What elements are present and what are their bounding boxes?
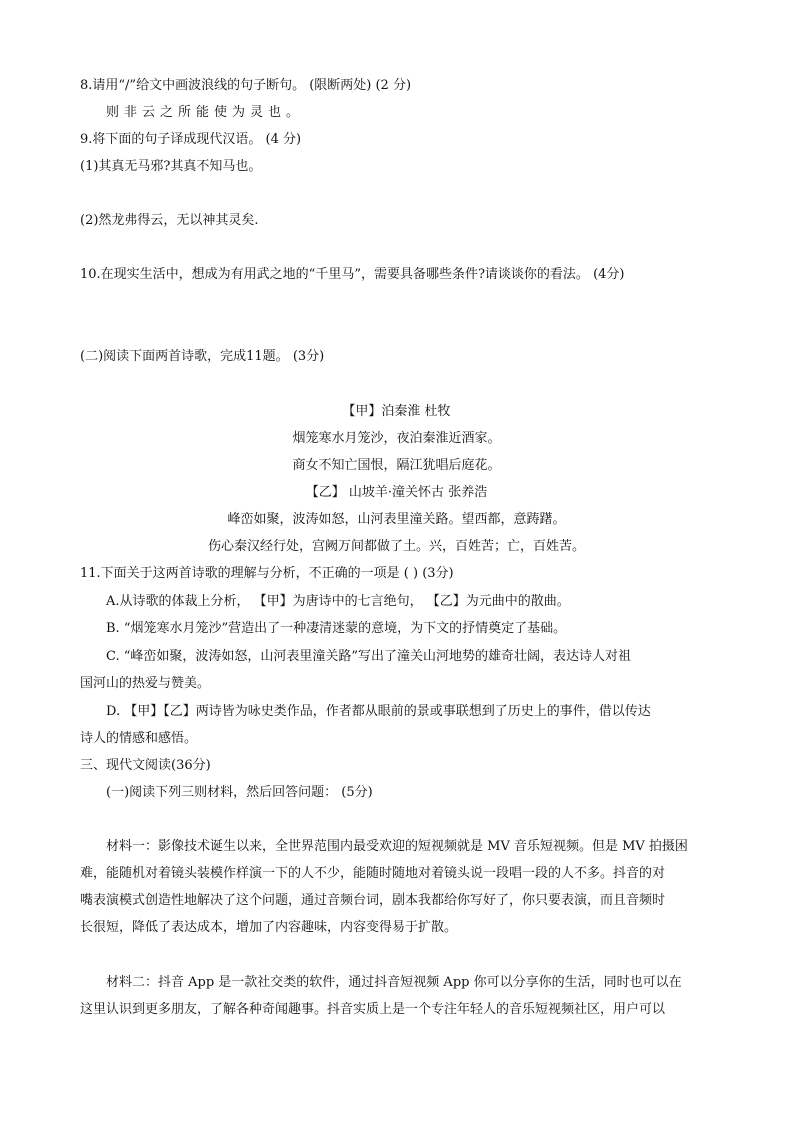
q9-item-2: (2)然龙弗得云，无以神其灵矣. — [80, 213, 259, 228]
material2-line-2: 这里认识到更多朋友，了解各种奇闻趣事。抖音实质上是一个专注年轻人的音乐短视频社区，用户可以 — [80, 1002, 666, 1017]
q8-sentence: 则非云之所能使为灵也。 — [106, 105, 305, 120]
section3-sub-heading: (一)阅读下列三则材料，然后回答问题： (5分) — [106, 785, 373, 800]
q11-option-c-line-2: 国河山的热爱与赞美。 — [80, 676, 211, 691]
q11-option-a: A.从诗歌的体裁上分析， 【甲】为唐诗中的七言绝句， 【乙】为元曲中的散曲。 — [106, 594, 570, 609]
poem-b-title: 【乙】 山坡羊·潼关怀古 张养浩 — [305, 485, 488, 500]
q9-item-1: (1)其真无马邪?其真不知马也。 — [80, 159, 262, 174]
poem-a-line-1: 烟笼寒水月笼沙，夜泊秦淮近酒家。 — [292, 431, 501, 446]
poem-b-line-1: 峰峦如聚，波涛如怒，山河表里潼关路。望西都，意踌躇。 — [227, 512, 566, 527]
section2-heading: (二)阅读下面两首诗歌，完成11题。 (3分) — [80, 349, 325, 364]
q11-option-c-line-1: C. “峰峦如聚，波涛如怒，山河表里潼关路”写出了潼关山河地势的雄奇壮阔，表达诗人对祖 — [106, 649, 632, 664]
poem-a-title: 【甲】泊秦淮 杜牧 — [342, 404, 451, 419]
poem-b-line-2: 伤心秦汉经行处，宫阙万间都做了土。兴，百姓苦；亡，百姓苦。 — [207, 539, 585, 554]
q9-stem: 9.将下面的句子译成现代汉语。 (4 分) — [80, 132, 302, 147]
q11-option-d-line-2: 诗人的情感和感悟。 — [80, 731, 198, 746]
poem-a-line-2: 商女不知亡国恨，隔江犹唱后庭花。 — [292, 458, 501, 473]
material1-line-2: 难，能随机对着镜头装模作样演一下的人不少，能随时随地对着镜头说一段唱一段的人不多。抖音的对 — [80, 866, 666, 881]
section3-heading: 三、现代文阅读(36分) — [80, 758, 211, 773]
q11-stem: 11.下面关于这两首诗歌的理解与分析，不正确的一项是 ( ) (3分) — [80, 566, 454, 581]
material1-line-1: 材料一：影像技术诞生以来，全世界范围内最受欢迎的短视频就是 MV 音乐短视频。但是 MV 拍摄困 — [106, 839, 688, 854]
material1-line-3: 嘴表演模式创造性地解决了这个问题，通过音频台词，剧本我都给你写好了，你只要表演，而且音频时 — [80, 893, 666, 908]
q11-option-b: B. “烟笼寒水月笼沙”营造出了一种凄清迷蒙的意境，为下文的抒情奠定了基础。 — [106, 621, 567, 636]
material1-line-4: 长很短，降低了表达成本，增加了内容趣味，内容变得易于扩散。 — [80, 920, 458, 935]
q11-option-d-line-1: D. 【甲】【乙】两诗皆为咏史类作品，作者都从眼前的景或事联想到了历史上的事件，借以传达 — [106, 704, 651, 719]
material2-line-1: 材料二：抖音 App 是一款社交类的软件，通过抖音短视频 App 你可以分享你的生活，同时也可以在 — [106, 975, 682, 990]
q10-stem: 10.在现实生活中，想成为有用武之地的“千里马”，需要具备哪些条件?请谈谈你的看法。 (4分) — [80, 267, 625, 282]
q8-stem: 8.请用“/”给文中画波浪线的句子断句。 (限断两处) (2 分) — [80, 78, 412, 93]
